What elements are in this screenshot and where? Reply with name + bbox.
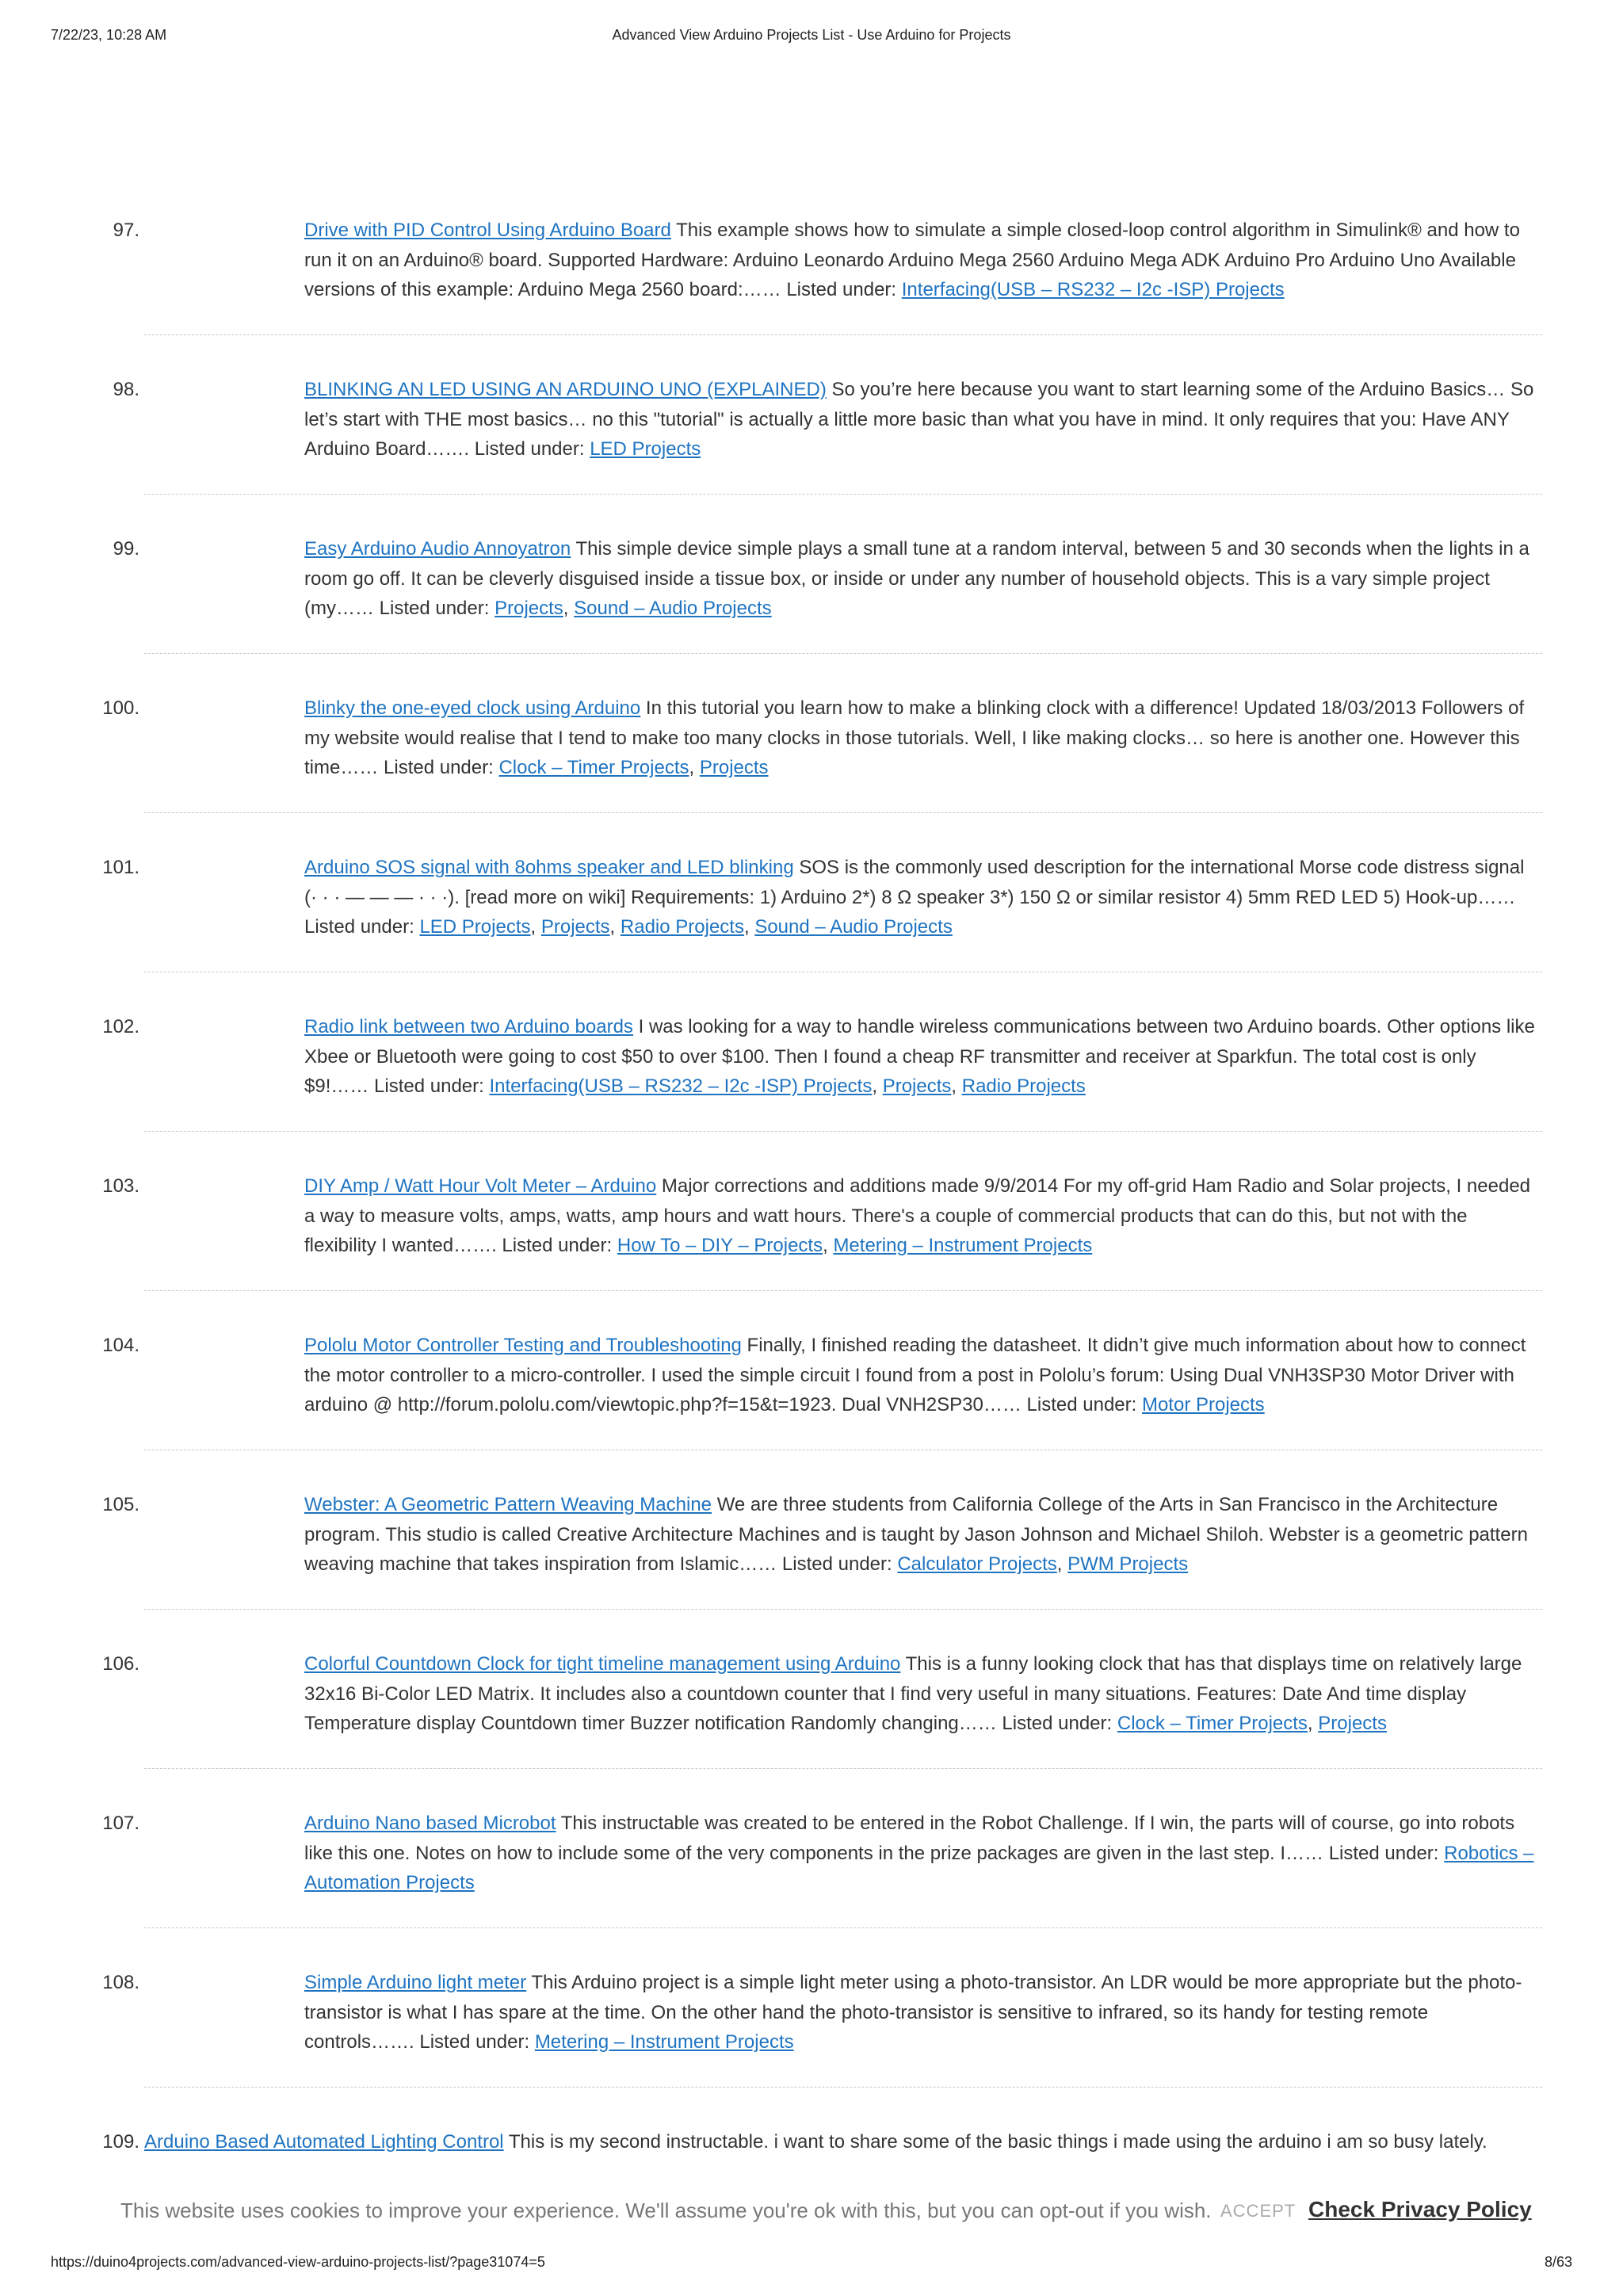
item-number: 109. xyxy=(102,2131,139,2153)
category-link[interactable]: Projects xyxy=(1318,1713,1387,1734)
list-item xyxy=(0,1968,1623,2127)
item-description: In this tutorial you learn how to make a blinking clock with a difference! Updated 18/03/2013 Followers of my website would realise that I tend to make too many clocks in those tutorials. Well, I like making clocks… so here is another one. However this time…… Listed under: xyxy=(304,697,1525,778)
print-footer xyxy=(51,2254,1572,2278)
category-separator: , xyxy=(1056,1553,1068,1575)
category-link[interactable]: Projects xyxy=(699,757,769,778)
category-link[interactable]: Calculator Projects xyxy=(897,1553,1057,1575)
item-description: This is a funny looking clock that has that displays time on relatively large 32x16 Bi-Color LED Matrix. It includes also a countdown counter that I find very useful in many situations. Features: Date And time display Temperature display Countdown timer Buzzer notification Randomly changing…… Listed under: xyxy=(304,1653,1522,1734)
item-title-link[interactable]: BLINKING AN LED USING AN ARDUINO UNO (EXPLAINED) xyxy=(304,379,827,400)
page-url: https://duino4projects.com/advanced-view-arduino-projects-list/?page31074=5 xyxy=(51,2254,545,2270)
item-divider xyxy=(144,812,1542,813)
item-body xyxy=(304,534,1542,624)
item-title-link[interactable]: Radio link between two Arduino boards xyxy=(304,1016,633,1037)
item-body xyxy=(304,1331,1542,1420)
item-body xyxy=(304,375,1542,464)
category-link[interactable]: Interfacing(USB – RS232 – I2c -ISP) Projects xyxy=(901,279,1285,300)
item-body xyxy=(304,693,1542,783)
item-number: 100. xyxy=(102,697,139,719)
item-body xyxy=(304,853,1542,942)
item-number: 101. xyxy=(102,857,139,878)
item-body xyxy=(304,1649,1542,1739)
item-title-link[interactable]: Easy Arduino Audio Annoyatron xyxy=(304,538,571,560)
category-link[interactable]: Radio Projects xyxy=(620,916,744,938)
item-title-link[interactable]: Arduino Based Automated Lighting Control xyxy=(144,2131,504,2153)
print-header xyxy=(51,27,1572,51)
item-body xyxy=(304,1490,1542,1580)
category-link[interactable]: Projects xyxy=(882,1075,952,1097)
item-divider xyxy=(144,1609,1542,1610)
category-link[interactable]: PWM Projects xyxy=(1067,1553,1189,1575)
item-divider xyxy=(144,1927,1542,1928)
print-page-title: Advanced View Arduino Projects List - Use Arduino for Projects xyxy=(612,27,1011,43)
item-number: 97. xyxy=(113,220,139,241)
item-divider xyxy=(144,1768,1542,1769)
project-list xyxy=(0,216,1623,2127)
list-item xyxy=(0,693,1623,853)
accept-cookies-button[interactable]: ACCEPT xyxy=(1220,2201,1296,2221)
category-separator: , xyxy=(743,916,755,938)
item-body xyxy=(304,1171,1542,1261)
item-title-link[interactable]: Pololu Motor Controller Testing and Troubleshooting xyxy=(304,1335,742,1356)
item-title-link[interactable]: Arduino Nano based Microbot xyxy=(304,1813,556,1834)
item-description: Major corrections and additions made 9/9/2014 For my off-grid Ham Radio and Solar projects, I needed a way to measure volts, amps, watts, amp hours and watt hours. There's a couple of commercial products that can do this, but not with the flexibility I wanted……. Listed under: xyxy=(304,1175,1531,1256)
item-number: 106. xyxy=(102,1653,139,1675)
list-item xyxy=(0,375,1623,534)
item-description: I was looking for a way to handle wireless communications between two Arduino boards. Other options like Xbee or Bluetooth were going to cost $50 to over $100. Then I found a cheap RF transmitter and receiver at Sparkfun. The total cost is only $9!…… Listed under: xyxy=(304,1016,1535,1097)
category-link[interactable]: Metering – Instrument Projects xyxy=(833,1235,1093,1256)
item-description: This is my second instructable. i want to share some of the basic things i made using the arduino i am so busy lately. xyxy=(503,2131,1487,2153)
category-separator: , xyxy=(951,1075,962,1097)
item-body xyxy=(304,1968,1542,2057)
item-number: 105. xyxy=(102,1494,139,1515)
list-item xyxy=(0,1171,1623,1331)
item-title-link[interactable]: Simple Arduino light meter xyxy=(304,1972,527,1993)
list-item xyxy=(0,1649,1623,1809)
item-title-link[interactable]: Blinky the one-eyed clock using Arduino xyxy=(304,697,641,719)
item-number: 103. xyxy=(102,1175,139,1197)
item-body xyxy=(304,216,1542,305)
list-item xyxy=(0,1331,1623,1490)
page-number: 8/63 xyxy=(1544,2254,1572,2270)
category-link[interactable]: Sound – Audio Projects xyxy=(574,598,772,619)
item-body xyxy=(304,1809,1542,1898)
category-separator: , xyxy=(689,757,700,778)
item-number: 108. xyxy=(102,1972,139,1993)
item-body xyxy=(304,1012,1542,1102)
category-separator: , xyxy=(1307,1713,1319,1734)
item-description: This simple device simple plays a small tune at a random interval, between 5 and 30 seconds when the lights in a room go off. It can be cleverly disguised inside a tissue box, or inside or under any number of household objects. This is a vary simple project (my…… Listed under: xyxy=(304,538,1529,619)
category-link[interactable]: Sound – Audio Projects xyxy=(754,916,953,938)
item-title-link[interactable]: DIY Amp / Watt Hour Volt Meter – Arduino xyxy=(304,1175,657,1197)
list-item xyxy=(0,2127,1623,2159)
category-link[interactable]: Interfacing(USB – RS232 – I2c -ISP) Projects xyxy=(489,1075,873,1097)
item-description: This instructable was created to be entered in the Robot Challenge. If I win, the parts will of course, go into robots like this one. Notes on how to include some of the very components in the prize packages are given in the last step. I…… Listed under: xyxy=(304,1813,1515,1864)
list-item xyxy=(0,216,1623,375)
category-link[interactable]: Clock – Timer Projects xyxy=(498,757,689,778)
item-number: 98. xyxy=(113,379,139,400)
category-separator: , xyxy=(609,916,621,938)
category-separator: , xyxy=(563,598,575,619)
category-link[interactable]: Robotics – Automation Projects xyxy=(304,1842,1534,1893)
category-separator: , xyxy=(823,1235,834,1256)
item-title-link[interactable]: Colorful Countdown Clock for tight timeline management using Arduino xyxy=(304,1653,901,1675)
item-divider xyxy=(144,653,1542,654)
category-separator: , xyxy=(872,1075,883,1097)
item-divider xyxy=(144,2087,1542,2088)
print-datetime: 7/22/23, 10:28 AM xyxy=(51,27,167,43)
item-divider xyxy=(144,1131,1542,1132)
privacy-policy-link[interactable]: Check Privacy Policy xyxy=(1308,2197,1532,2222)
item-number: 104. xyxy=(102,1335,139,1356)
category-link[interactable]: Motor Projects xyxy=(1141,1394,1265,1415)
item-description: Finally, I finished reading the datasheet. It didn’t give much information about how to connect the motor controller to a micro-controller. I used the simple circuit I found from a post in Pololu’s forum: Using Dual VNH3SP30 Motor Driver with arduino @ http://forum.pololu.com/viewtopic.php?f=15&t=1923. Dual VNH2SP30…… Listed under: xyxy=(304,1335,1526,1415)
item-description: SOS is the commonly used description for the international Morse code distress signal (· · · — — — · · ·). [read more on wiki] Requirements: 1) Arduino 2*) 8 Ω speaker 3*) 150 Ω or similar resistor 4) 5mm RED LED 5) Hook-up…… Listed under: xyxy=(304,857,1525,938)
category-link[interactable]: How To – DIY – Projects xyxy=(617,1235,823,1256)
category-separator: , xyxy=(530,916,541,938)
item-description: This Arduino project is a simple light meter using a photo-transistor. An LDR would be more appropriate but the photo-transistor is what I has spare at the time. On the other hand the photo-transistor is sensitive to infrared, so its handy for testing remote controls……. Listed under: xyxy=(304,1972,1522,2053)
category-link[interactable]: Projects xyxy=(540,916,610,938)
category-link[interactable]: LED Projects xyxy=(590,438,701,460)
cookie-message: This website uses cookies to improve your experience. We'll assume you're ok with this, but you can opt-out if you wish. xyxy=(120,2199,1212,2222)
category-link[interactable]: Metering – Instrument Projects xyxy=(534,2031,794,2053)
list-item xyxy=(0,1490,1623,1649)
list-item xyxy=(0,1012,1623,1171)
item-body xyxy=(144,2127,1555,2157)
category-link[interactable]: LED Projects xyxy=(419,916,531,938)
item-number: 102. xyxy=(102,1016,139,1037)
item-title-link[interactable]: Arduino SOS signal with 8ohms speaker and LED blinking xyxy=(304,857,794,878)
category-link[interactable]: Projects xyxy=(495,598,563,619)
item-divider xyxy=(144,334,1542,335)
item-number: 99. xyxy=(113,538,139,560)
item-description: We are three students from California College of the Arts in San Francisco in the Architecture program. This studio is called Creative Architecture Machines and is taught by Jason Johnson and Michael Shiloh. Webster is a geometric pattern weaving machine that takes inspiration from Islamic…… Listed under: xyxy=(304,1494,1528,1575)
list-item xyxy=(0,853,1623,1012)
list-item xyxy=(0,534,1623,693)
item-number: 107. xyxy=(102,1813,139,1834)
list-item xyxy=(0,1809,1623,1968)
cookie-consent-bar xyxy=(0,2187,1623,2233)
item-divider xyxy=(144,1290,1542,1291)
category-link[interactable]: Clock – Timer Projects xyxy=(1117,1713,1308,1734)
item-description: This example shows how to simulate a simple closed-loop control algorithm in Simulink® and how to run it on an Arduino® board. Supported Hardware: Arduino Leonardo Arduino Mega 2560 Arduino Mega ADK Arduino Pro Arduino Uno Available versions of this example: Arduino Mega 2560 board:…… Listed under: xyxy=(304,220,1520,300)
category-link[interactable]: Radio Projects xyxy=(961,1075,1086,1097)
item-title-link[interactable]: Drive with PID Control Using Arduino Board xyxy=(304,220,671,241)
item-description: So you’re here because you want to start learning some of the Arduino Basics… So let’s start with THE most basics… no this "tutorial" is actually a little more basic than what you have in mind. It only requires that you: Have ANY Arduino Board……. Listed under: xyxy=(304,379,1534,460)
item-title-link[interactable]: Webster: A Geometric Pattern Weaving Machine xyxy=(304,1494,712,1515)
item-divider xyxy=(144,494,1542,495)
